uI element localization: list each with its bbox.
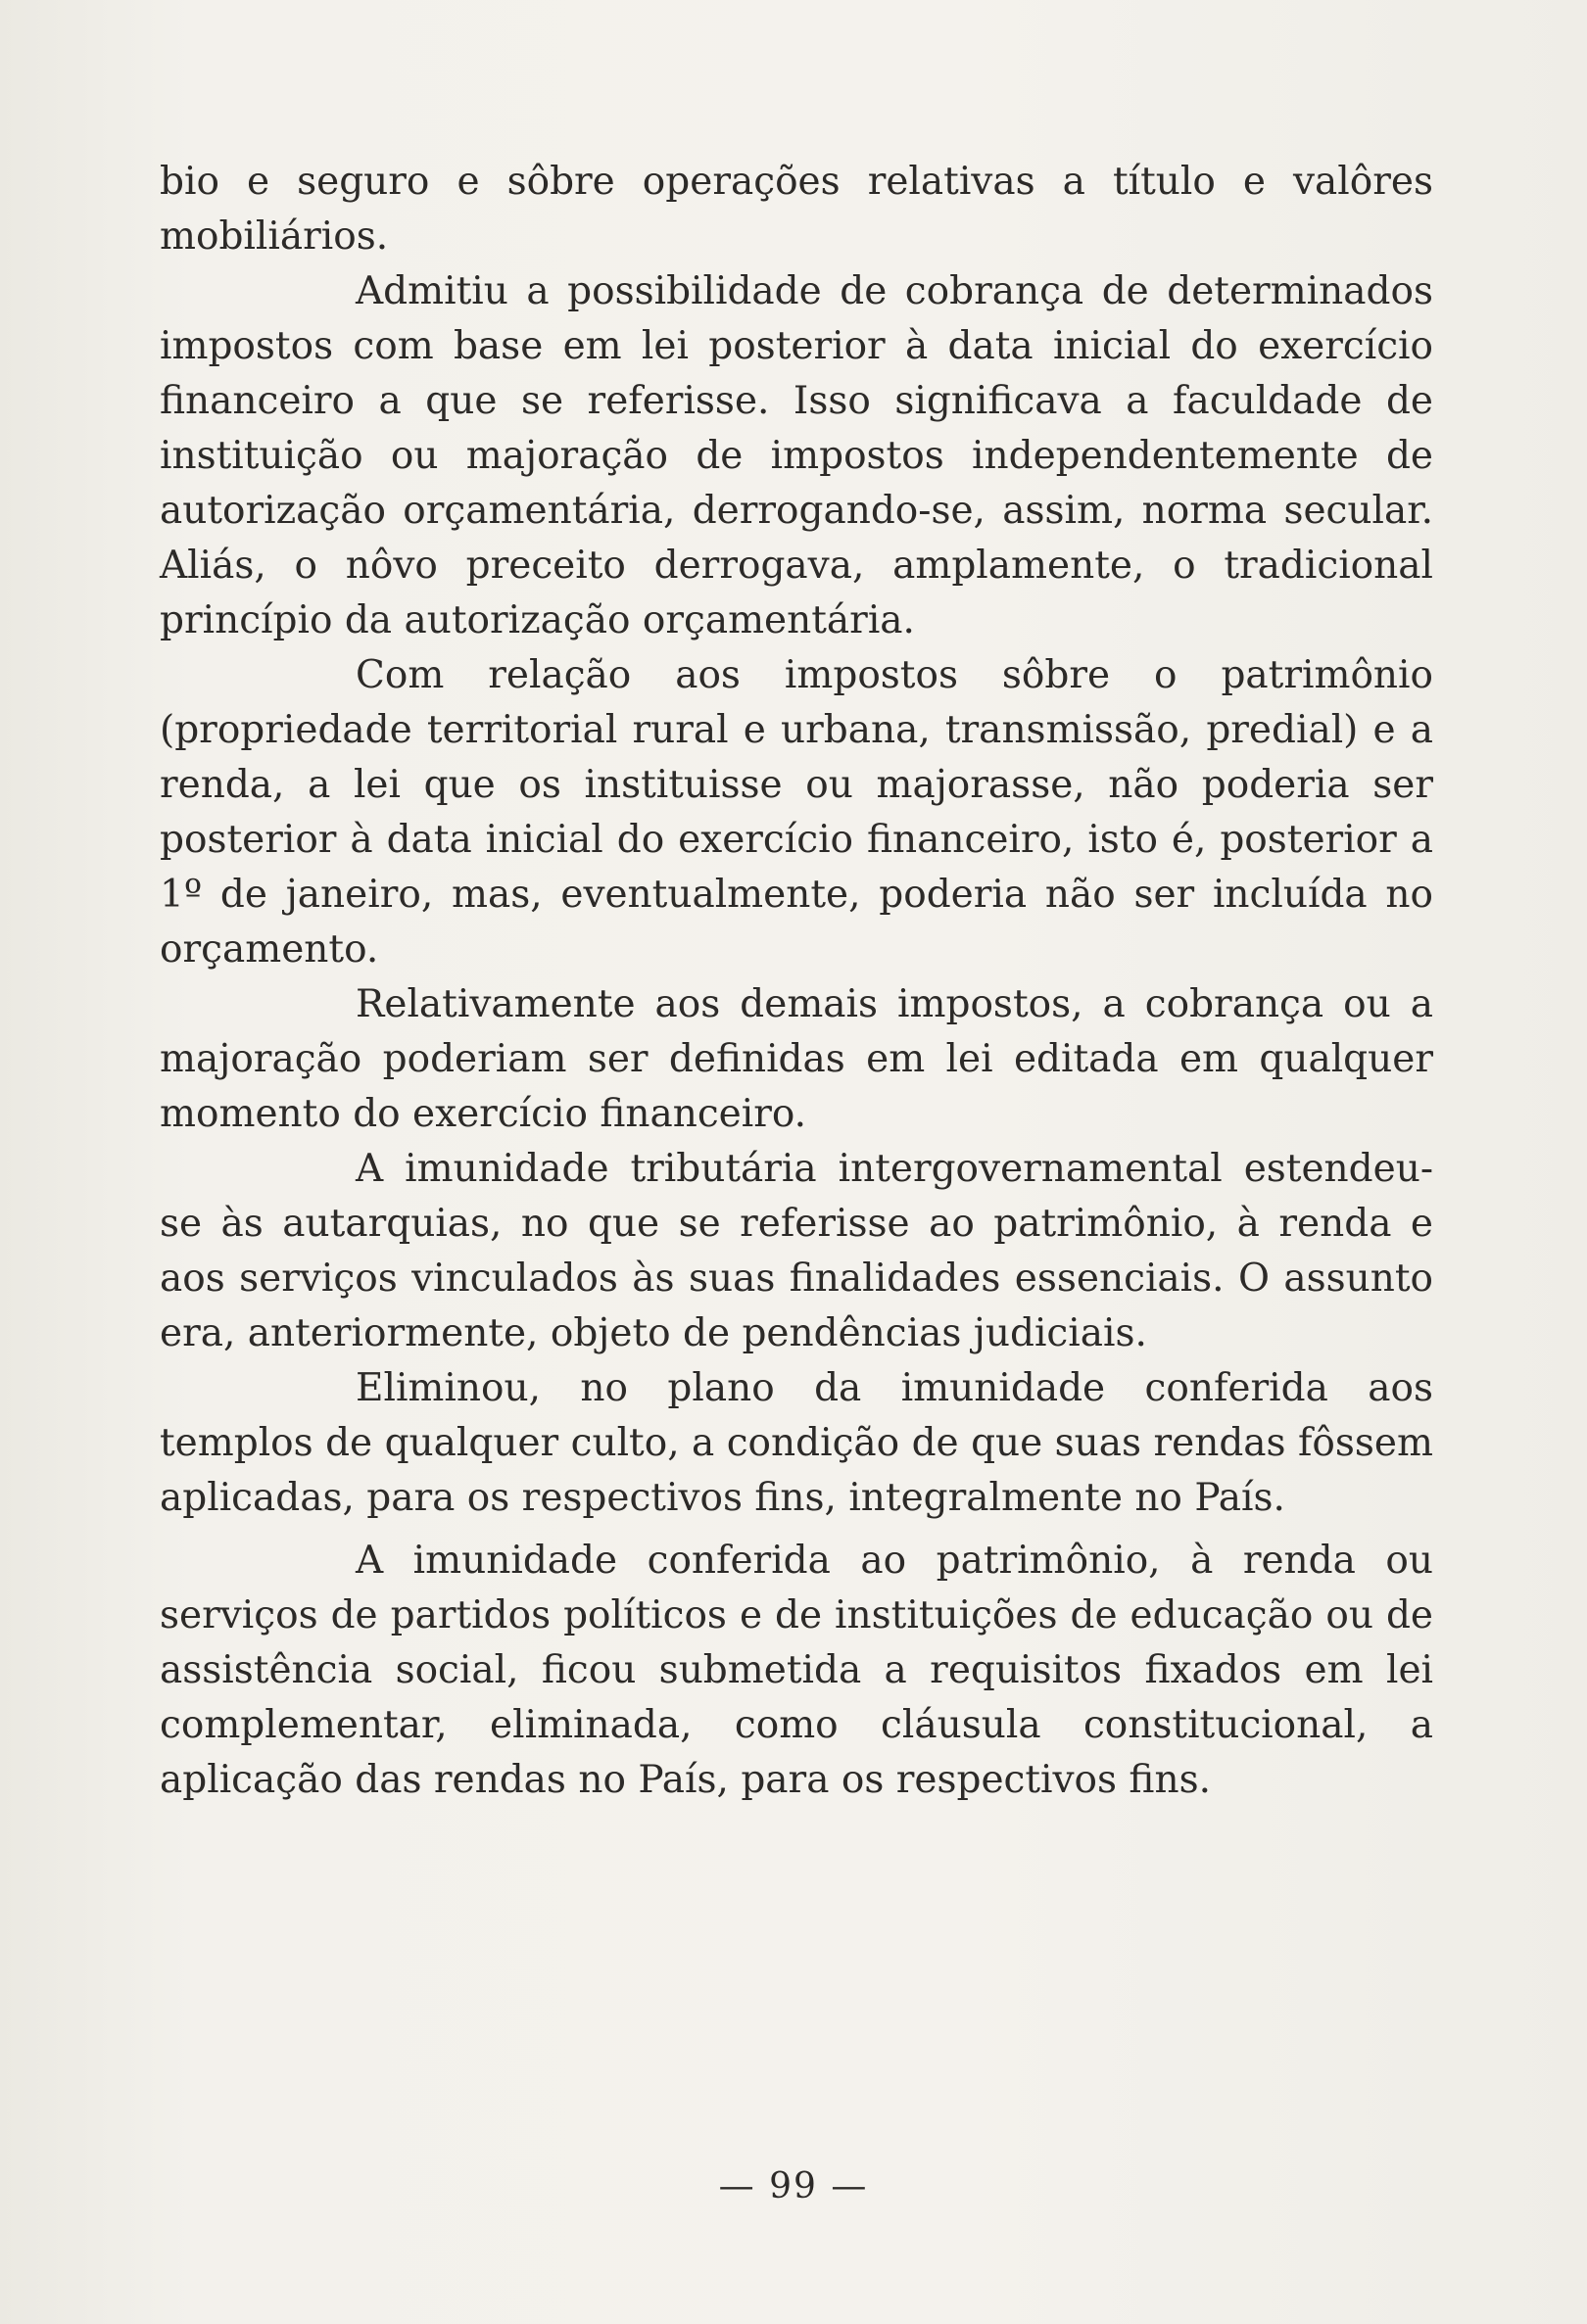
paragraph-demais-impostos: Relativamente aos demais impostos, a cobrança ou a majoração poderiam ser definidas em lei editada em qualquer momento do exercício financeiro.	[160, 982, 1433, 1136]
paragraph-admitiu: Admitiu a possibilidade de cobrança de determinados impostos com base em lei posterior à data inicial do exercício financeiro a que se referisse. Isso significava a faculdade de instituição ou majoração de impostos independentemente de autorização orçamentária, derrogando-se, assim, norma secular. Aliás, o nôvo preceito derrogava, amplamente, o tradicional princípio da autorização orçamentária.	[160, 269, 1433, 642]
paragraph-imunidade-intergovernamental: A imunidade tributária intergovernamental estendeu-se às autarquias, no que se referisse ao patrimônio, à renda e aos serviços vinculados às suas finalidades essenciais. O assunto era, anteriormente, objeto de pendências judiciais.	[160, 1147, 1433, 1355]
paragraph-patrimonio: Com relação aos impostos sôbre o patrimônio (propriedade territorial rural e urbana, transmissão, predial) e a renda, a lei que os instituisse ou majorasse, não poderia ser posterior à data inicial do exercício financeiro, isto é, posterior a 1º de janeiro, mas, eventualmente, poderia não ser incluída no orçamento.	[160, 653, 1433, 972]
paragraph-templos: Eliminou, no plano da imunidade conferida aos templos de qualquer culto, a condição de que suas rendas fôssem aplicadas, para os respectivos fins, integralmente no País.	[160, 1366, 1433, 1520]
page-number: — 99 —	[718, 2166, 869, 2206]
body-text	[160, 155, 1433, 1808]
paragraph-partidos: A imunidade conferida ao patrimônio, à renda ou serviços de partidos políticos e de instituições de educação ou de assistência social, ficou submetida a requisitos fixados em lei complementar, eliminada, como cláusula constitucional, a aplicação das rendas no País, para os respectivos fins.	[160, 1539, 1433, 1802]
paragraph-continuation: bio e seguro e sôbre operações relativas a título e valôres mobiliários.	[160, 160, 1433, 259]
